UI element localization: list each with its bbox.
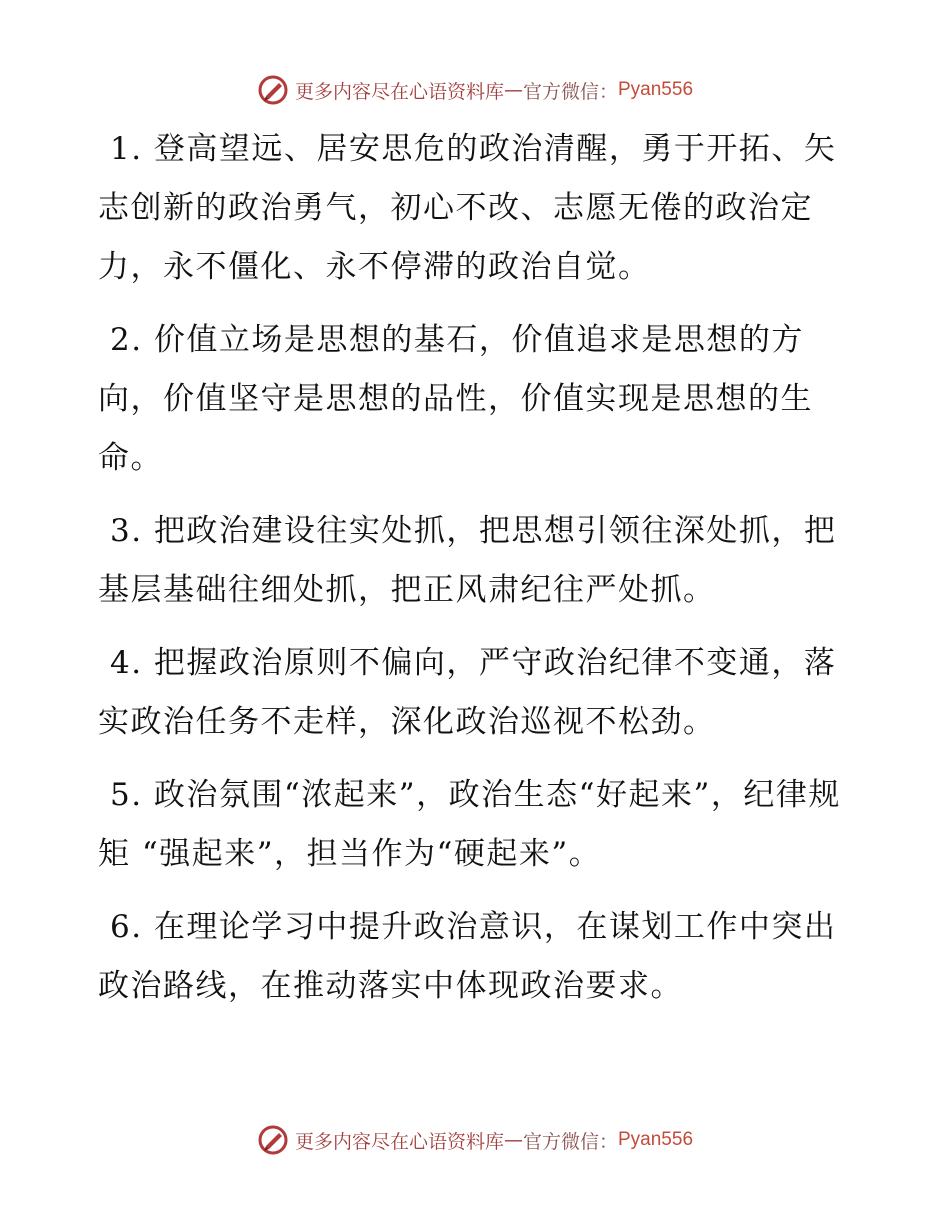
watermark-text: 更多内容尽在心语资料库 (294, 1130, 504, 1153)
paragraph-3: 3. 把政治建设往实处抓，把思想引领往深处抓，把基层基础往细处抓，把正风肃纪往严处抓。 (98, 513, 837, 608)
footer-watermark (0, 1122, 950, 1158)
header-watermark (0, 72, 950, 108)
watermark-dash: — (503, 1129, 523, 1151)
watermark-dash: — (503, 79, 523, 101)
document-body (98, 120, 858, 1030)
pen-logo-icon (257, 74, 289, 106)
watermark-wechat-id: Pyan556 (618, 1129, 694, 1150)
watermark-text: 更多内容尽在心语资料库 (294, 80, 504, 103)
pen-logo-icon (257, 1124, 289, 1156)
paragraph-4: 4. 把握政治原则不偏向，严守政治纪律不变通，落实政治任务不走样，深化政治巡视不松劲。 (98, 645, 837, 740)
paragraph-2: 2. 价值立场是思想的基石，价值追求是思想的方向，价值坚守是思想的品性，价值实现是思想的生命。 (98, 322, 813, 476)
paragraph-1: 1. 登高望远、居安思危的政治清醒，勇于开拓、矢志创新的政治勇气，初心不改、志愿无倦的政治定力，永不僵化、永不停滞的政治自觉。 (98, 131, 837, 285)
paragraph-5: 5. 政治氛围“浓起来”，政治生态“好起来”，纪律规矩 “强起来”，担当作为“硬起来”。 (98, 777, 841, 872)
watermark-wechat-label: 官方微信： (522, 1130, 618, 1153)
paragraph-6: 6. 在理论学习中提升政治意识，在谋划工作中突出政治路线，在推动落实中体现政治要求。 (98, 909, 837, 1004)
watermark-wechat-id: Pyan556 (618, 79, 694, 100)
watermark-wechat-label: 官方微信： (522, 80, 618, 103)
